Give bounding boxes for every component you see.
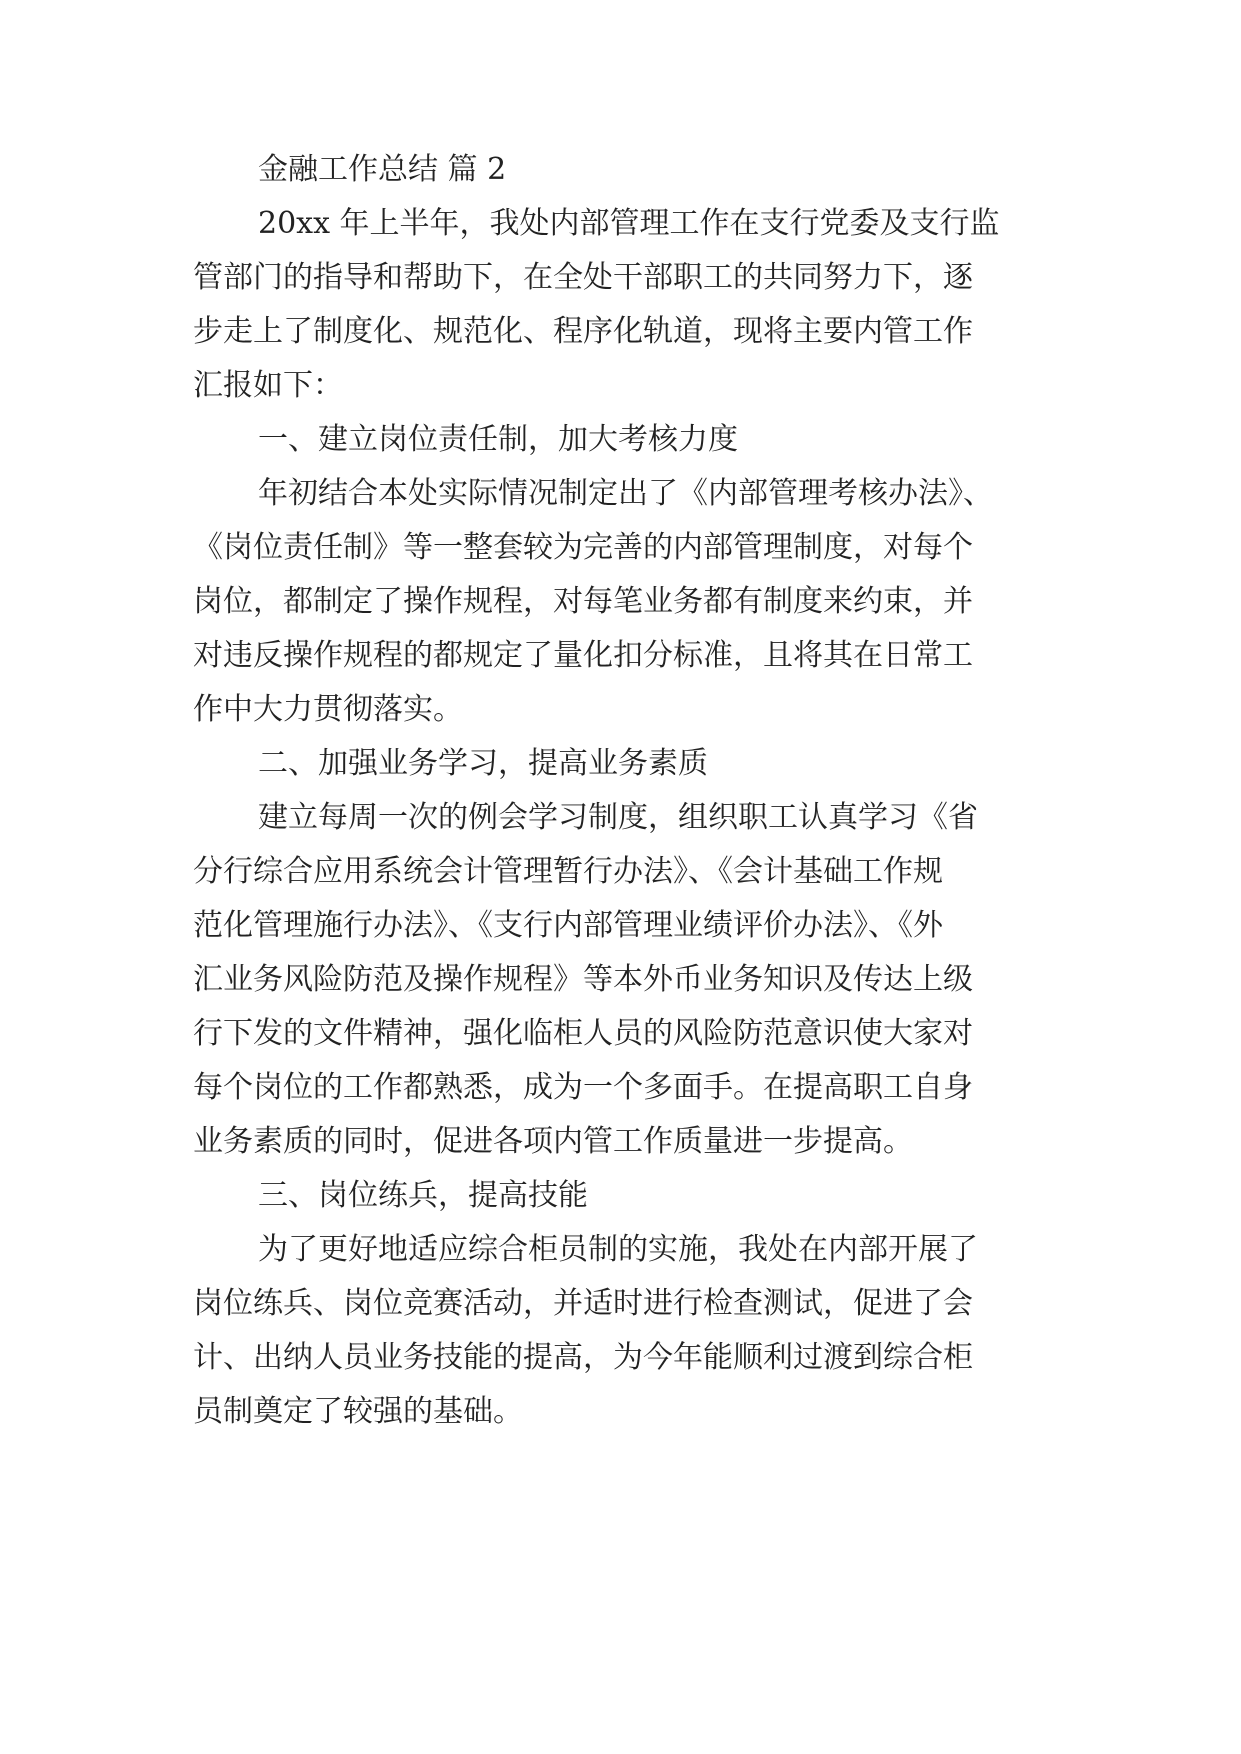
section-heading: 一、建立岗位责任制，加大考核力度: [258, 422, 738, 457]
paragraph-line: 《岗位责任制》等一整套较为完善的内部管理制度，对每个: [193, 530, 973, 565]
paragraph-line: 岗位，都制定了操作规程，对每笔业务都有制度来约束，并: [193, 584, 973, 619]
paragraph-line: 作中大力贯彻落实。: [193, 692, 463, 727]
section-heading: 三、岗位练兵，提高技能: [258, 1178, 588, 1213]
paragraph-line: 年初结合本处实际情况制定出了《内部管理考核办法》、: [258, 476, 993, 511]
document-title: 金融工作总结 篇 2: [258, 152, 507, 187]
paragraph-line: 分行综合应用系统会计管理暂行办法》、《会计基础工作规: [193, 854, 943, 889]
paragraph-line: 为了更好地适应综合柜员制的实施，我处在内部开展了: [258, 1232, 978, 1267]
paragraph-line: 员制奠定了较强的基础。: [193, 1394, 523, 1429]
paragraph-line: 管部门的指导和帮助下，在全处干部职工的共同努力下，逐: [193, 260, 973, 295]
section-heading: 二、加强业务学习，提高业务素质: [258, 746, 708, 781]
paragraph-line: 行下发的文件精神，强化临柜人员的风险防范意识使大家对: [193, 1016, 973, 1051]
paragraph-line: 岗位练兵、岗位竞赛活动，并适时进行检查测试，促进了会: [193, 1286, 973, 1321]
paragraph-line: 业务素质的同时，促进各项内管工作质量进一步提高。: [193, 1124, 913, 1159]
paragraph-line: 范化管理施行办法》、《支行内部管理业绩评价办法》、《外: [193, 908, 943, 943]
paragraph-line: 计、出纳人员业务技能的提高，为今年能顺利过渡到综合柜: [193, 1340, 973, 1375]
paragraph-line: 建立每周一次的例会学习制度，组织职工认真学习《省: [258, 800, 978, 835]
paragraph-line: 对违反操作规程的都规定了量化扣分标准，且将其在日常工: [193, 638, 973, 673]
paragraph-line: 步走上了制度化、规范化、程序化轨道，现将主要内管工作: [193, 314, 973, 349]
paragraph-line: 20xx 年上半年，我处内部管理工作在支行党委及支行监: [258, 206, 1000, 241]
paragraph-line: 每个岗位的工作都熟悉，成为一个多面手。在提高职工自身: [193, 1070, 973, 1105]
paragraph-line: 汇业务风险防范及操作规程》等本外币业务知识及传达上级: [193, 962, 973, 997]
paragraph-line: 汇报如下：: [193, 368, 343, 403]
